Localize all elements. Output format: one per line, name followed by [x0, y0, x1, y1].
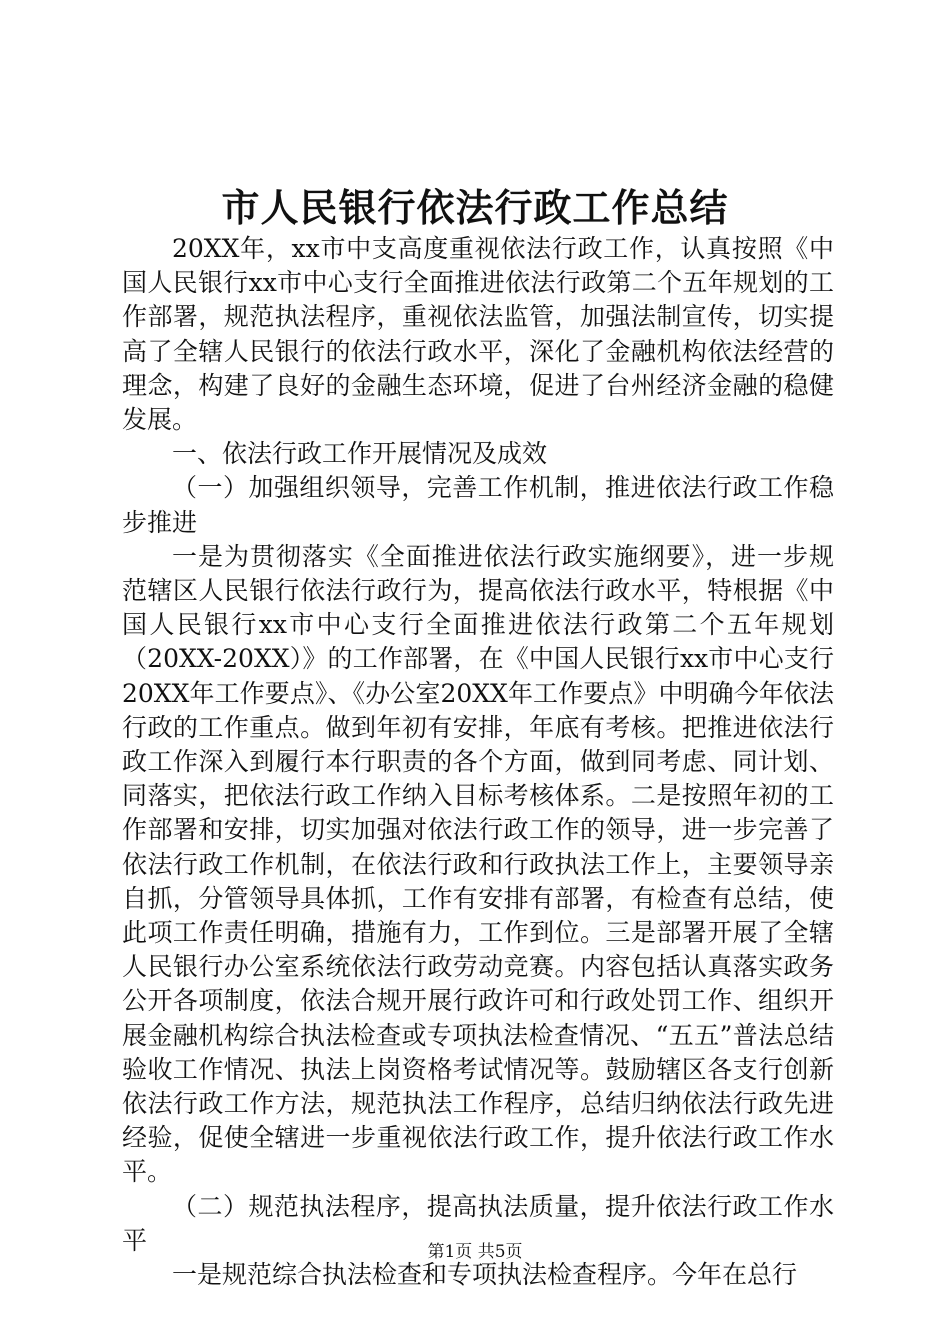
paragraph-section-2-body: 一是规范综合执法检查和专项执法检查程序。今年在总行 — [172, 1260, 798, 1290]
paragraph-section-1-body: 一是为贯彻落实《全面推进依法行政实施纲要》，进一步规范辖区人民银行依法行政行为，提高依法行政水平，特根据《中国人民银行xx市中心支行全面推进依法行政第二个五年规划（20XX-20XX）》的工作部署，在《中国人民银行xx市中心支行20XX年工作要点》、《办公室20XX年工作要点》中明确今年依法行政的工作重点。做到年初有安排，年底有考核。把推进依法行政工作深入到履行本行职责的各个方面，做到同考虑、同计划、同落实，把依法行政工作纳入目标考核体系。二是按照年初的工作部署和安排，切实加强对依法行政工作的领导，进一步完善了依法行政工作机制，在依法行政和行政执法工作上，主要领导亲自抓，分管领导具体抓，工作有安排有部署，有检查有总结，使此项工作责任明确，措施有力，工作到位。三是部署开展了全辖人民银行办公室系统依法行政劳动竞赛。内容包括认真落实政务公开各项制度，依法合规开展行政许可和行政处罚工作、组织开展金融机构综合执法检查或专项执法检查情况、“五五”普法总结验收工作情况、执法上岗资格考试情况等。鼓励辖区各支行创新依法行政工作方法，规范执法工作程序，总结归纳依法行政先进经验，促使全辖进一步重视依法行政工作，提升依法行政工作水平。 — [122, 541, 834, 1187]
subsection-heading-1: （一）加强组织领导，完善工作机制，推进依法行政工作稳步推进 — [122, 473, 834, 537]
section-heading-1: 一、依法行政工作开展情况及成效 — [172, 439, 548, 469]
document-title: 市人民银行依法行政工作总结 — [221, 185, 729, 230]
document-body — [122, 232, 834, 1292]
subsection-heading-2: （二）规范执法程序，提高执法质量，提升依法行政工作水平 — [122, 1191, 834, 1255]
paragraph-intro: 20XX年，xx市中支高度重视依法行政工作，认真按照《中国人民银行xx市中心支行全面推进依法行政第二个五年规划的工作部署，规范执法程序，重视依法监管，加强法制宣传，切实提高了全辖人民银行的依法行政水平，深化了金融机构依法经营的理念，构建了良好的金融生态环境，促进了台州经济金融的稳健发展。 — [122, 234, 834, 435]
page-footer: 第1页 共5页 — [427, 1242, 523, 1262]
